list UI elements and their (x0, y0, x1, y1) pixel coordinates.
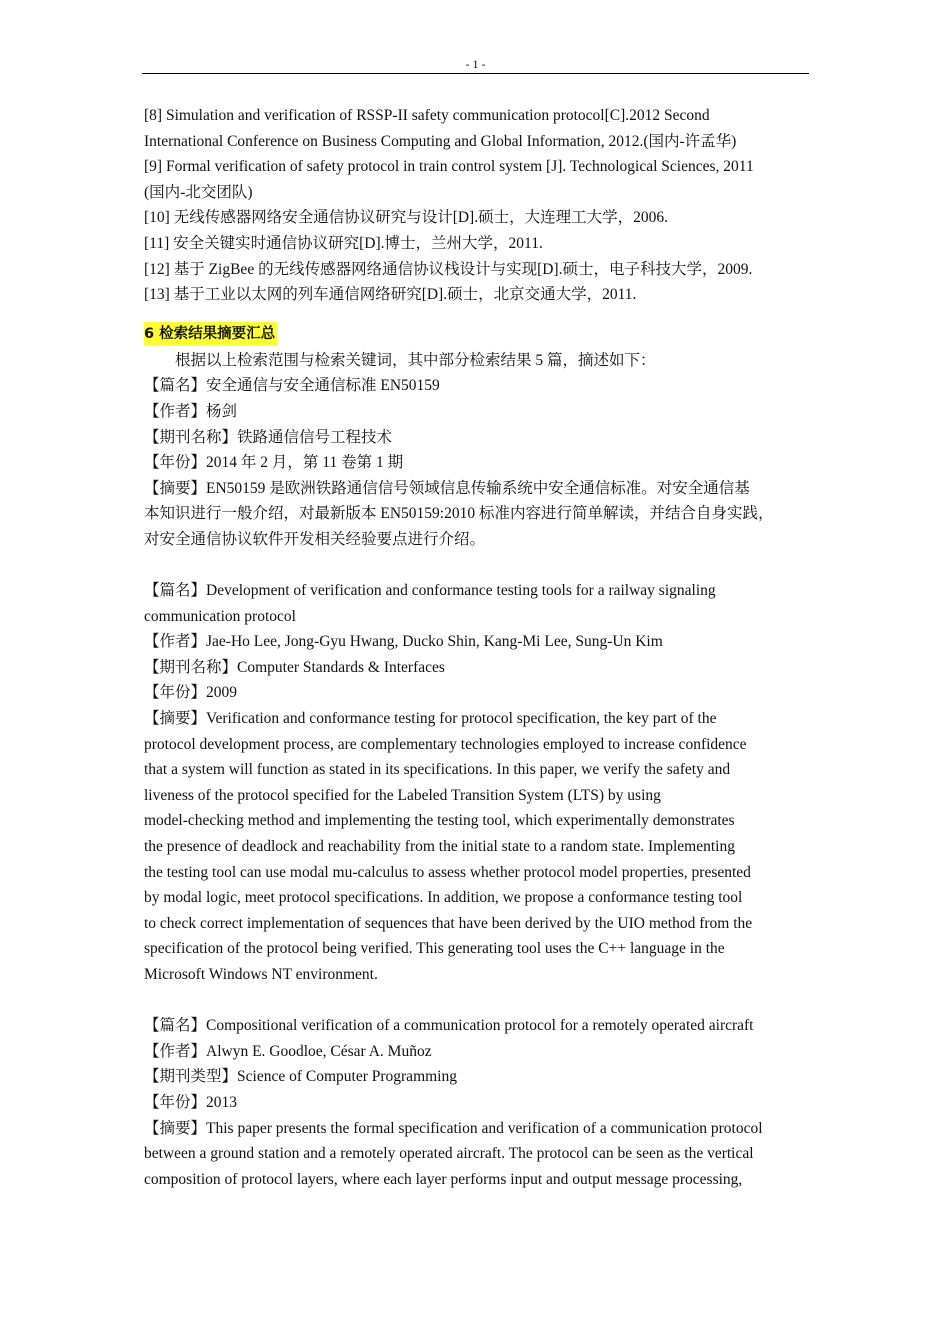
reference-item: [9] Formal verification of safety protocol in train control system [J]. Technological Sciences, 2011 (144, 158, 754, 176)
reference-item-continuation: International Conference on Business Computing and Global Information, 2012.(国内-许孟华) (144, 132, 737, 150)
reference-item: [11] 安全关键实时通信协议研究[D].博士，兰州大学，2011. (144, 234, 543, 252)
spacer (144, 553, 812, 579)
entry-year: 2014 年 2 月，第 11 卷第 1 期 (206, 454, 404, 472)
entry-title-continuation: communication protocol (144, 607, 296, 625)
section-heading: 6 检索结果摘要汇总 (144, 322, 277, 346)
entry-journal-line (144, 655, 812, 681)
section-intro: 根据以上检索范围与检索关键词，其中部分检索结果 5 篇，摘述如下： (175, 351, 656, 369)
entry-author-label: 【作者】 (144, 633, 207, 651)
entry-title: Compositional verification of a communication protocol for a remotely operated aircraft (206, 1017, 754, 1035)
entry-abstract-line: protocol development process, are complementary technologies employed to increase confidence (144, 735, 747, 753)
entry-author-line (144, 399, 812, 425)
entry-abstract-label: 【摘要】 (144, 479, 207, 497)
entry-title-label: 【篇名】 (144, 377, 207, 395)
page-header (142, 56, 809, 74)
reference-item: [13] 基于工业以太网的列车通信网络研究[D].硕士，北京交通大学，2011. (144, 286, 637, 304)
entry-abstract-line: the testing tool can use modal mu-calculus to assess whether protocol model properties, presented (144, 863, 751, 881)
entry-author-line (144, 629, 812, 655)
entry-author-line (144, 1039, 812, 1065)
entry-abstract-line: the presence of deadlock and reachability from the initial state to a random state. Implementing (144, 838, 735, 856)
entry-year-label: 【年份】 (144, 454, 207, 472)
entry-abstract-line: that a system will function as stated in its specifications. In this paper, we verify the safety and (144, 761, 731, 779)
section-heading-row (144, 320, 812, 348)
summary-entry (144, 578, 812, 988)
entry-year-line (144, 1090, 812, 1116)
entry-abstract-line: model-checking method and implementing the testing tool, which experimentally demonstrates (144, 812, 735, 830)
entry-year-label: 【年份】 (144, 684, 207, 702)
entry-abstract-line (144, 1116, 812, 1142)
entry-title: 安全通信与安全通信标准 EN50159 (206, 377, 440, 395)
entry-abstract-line: composition of protocol layers, where each layer performs input and output message processing, (144, 1170, 743, 1188)
entry-year: 2009 (206, 684, 238, 702)
summary-entry (144, 1013, 812, 1192)
entry-abstract-text: Verification and conformance testing for protocol specification, the key part of the (206, 710, 717, 728)
entry-abstract-text: EN50159 是欧洲铁路通信信号领域信息传输系统中安全通信标准。对安全通信基 (206, 479, 750, 497)
entry-abstract-line: 本知识进行一般介绍，对最新版本 EN50159:2010 标准内容进行简单解读，并结合自身实践， (144, 505, 774, 523)
entry-abstract-line (144, 706, 812, 732)
page-number: - 1 - (465, 57, 486, 71)
entry-journal-line (144, 425, 812, 451)
entry-journal-label: 【期刊名称】 (144, 658, 238, 676)
entry-journal-line (144, 1064, 812, 1090)
entry-journal-label: 【期刊名称】 (144, 428, 238, 446)
entry-year-line (144, 680, 812, 706)
entry-abstract-line: 对安全通信协议软件开发相关经验要点进行介绍。 (144, 530, 486, 548)
entry-abstract-line (144, 476, 812, 502)
entry-title-label: 【篇名】 (144, 582, 207, 600)
entry-abstract-line: between a ground station and a remotely operated aircraft. The protocol can be seen as the vertical (144, 1145, 754, 1163)
entry-abstract-label: 【摘要】 (144, 710, 207, 728)
entry-abstract-line: Microsoft Windows NT environment. (144, 966, 378, 983)
entry-title-line (144, 1013, 812, 1039)
entry-abstract-line: by modal logic, meet protocol specifications. In addition, we propose a conformance testing tool (144, 889, 743, 907)
entry-author-label: 【作者】 (144, 402, 207, 420)
entry-journal: 铁路通信信号工程技术 (237, 428, 393, 446)
reference-item: [10] 无线传感器网络安全通信协议研究与设计[D].硕士，大连理工大学，2006. (144, 209, 668, 227)
summary-entry (144, 373, 812, 552)
spacer (144, 988, 812, 1014)
entry-abstract-line: liveness of the protocol specified for the Labeled Transition System (LTS) by using (144, 786, 661, 804)
entry-journal: Science of Computer Programming (237, 1068, 457, 1086)
entry-title-line (144, 373, 812, 399)
entry-year-label: 【年份】 (144, 1093, 207, 1111)
entry-abstract-line: to check correct implementation of sequences that have been derived by the UIO method from the (144, 914, 753, 932)
entry-title-line (144, 578, 812, 604)
entry-author: Alwyn E. Goodloe, César A. Muñoz (206, 1042, 432, 1060)
reference-item: [8] Simulation and verification of RSSP-II safety communication protocol[C].2012 Second (144, 107, 710, 124)
entry-author: 杨剑 (206, 402, 238, 420)
reference-list (144, 103, 812, 308)
entry-year: 2013 (206, 1093, 238, 1111)
entry-journal-label: 【期刊类型】 (144, 1068, 238, 1086)
entry-abstract-label: 【摘要】 (144, 1119, 207, 1137)
entry-year-line (144, 450, 812, 476)
entry-abstract-line: specification of the protocol being verified. This generating tool uses the C++ language in the (144, 940, 725, 958)
entry-title-label: 【篇名】 (144, 1017, 207, 1035)
reference-item: [12] 基于 ZigBee 的无线传感器网络通信协议栈设计与实现[D].硕士，电子科技大学，2009. (144, 260, 753, 278)
entry-author: Jae-Ho Lee, Jong-Gyu Hwang, Ducko Shin, Kang-Mi Lee, Sung-Un Kim (206, 633, 663, 651)
reference-item-continuation: (国内-北交团队) (144, 183, 253, 201)
document-body (144, 103, 812, 1192)
entry-author-label: 【作者】 (144, 1042, 207, 1060)
entry-abstract-text: This paper presents the formal specification and verification of a communication protocol (206, 1119, 763, 1137)
entry-title: Development of verification and conformance testing tools for a railway signaling (206, 582, 716, 600)
entry-journal: Computer Standards & Interfaces (237, 658, 445, 676)
